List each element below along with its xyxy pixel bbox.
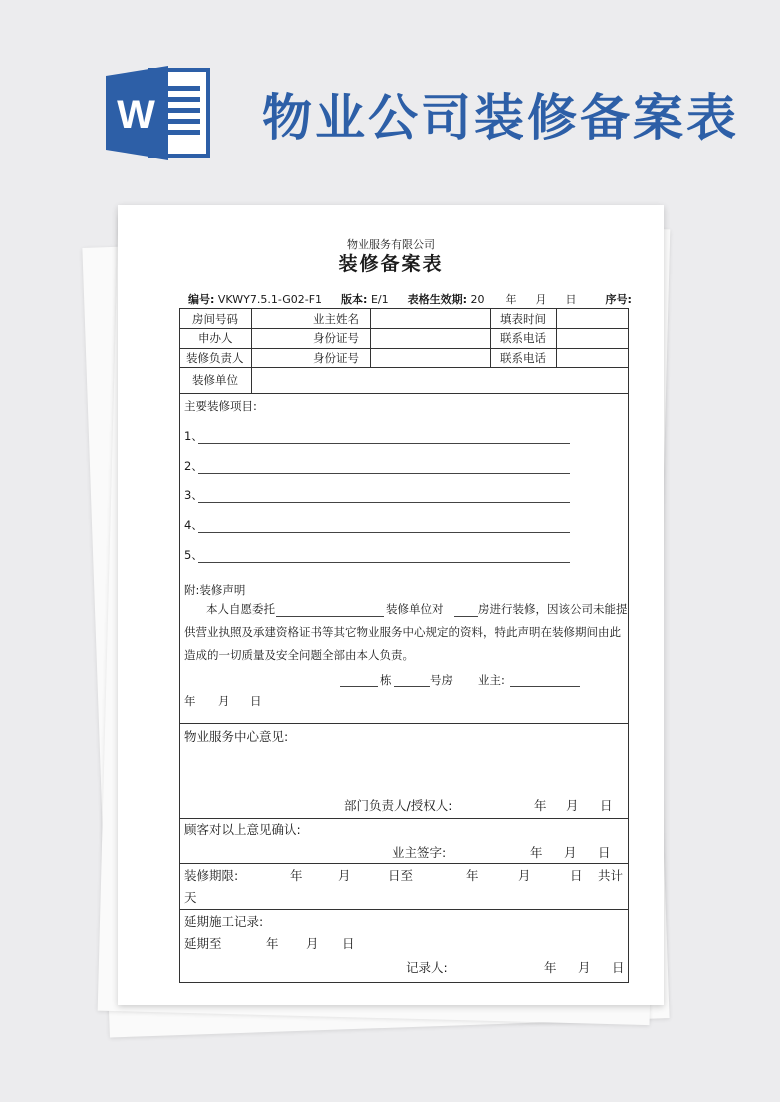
period-label: 装修期限: xyxy=(184,868,239,883)
service-year: 年 xyxy=(534,798,547,813)
item-5-line[interactable] xyxy=(198,562,570,563)
phone-2-label: 联系电话 xyxy=(500,351,546,365)
effective-year: 年 xyxy=(505,293,517,306)
id-no-2-label: 身份证号 xyxy=(313,351,359,365)
period-year-2: 年 xyxy=(466,868,479,883)
company-name: 物业服务有限公司 xyxy=(347,238,435,251)
period-month-2: 月 xyxy=(518,868,531,883)
room-line[interactable] xyxy=(394,686,430,687)
statement-day: 日 xyxy=(250,694,262,708)
service-opinion-heading: 物业服务中心意见: xyxy=(184,729,289,744)
reno-leader-label: 装修负责人 xyxy=(186,351,244,365)
item-4: 4、 xyxy=(184,518,203,532)
banner-title: 物业公司装修备案表 xyxy=(262,88,739,147)
customer-month: 月 xyxy=(564,845,577,860)
meta-line xyxy=(188,291,632,307)
item-1-line[interactable] xyxy=(198,443,570,444)
statement-p2: 装修单位对 xyxy=(386,602,444,616)
extension-day: 日 xyxy=(342,936,355,951)
period-day-1: 日至 xyxy=(388,868,414,883)
effective-day: 日 xyxy=(565,293,577,306)
item-3: 3、 xyxy=(184,488,203,502)
version-value: E/1 xyxy=(370,293,389,306)
id-no-1-label: 身份证号 xyxy=(313,331,359,345)
extension-month: 月 xyxy=(306,936,319,951)
version-label: 版本: xyxy=(341,293,368,306)
customer-year: 年 xyxy=(530,845,543,860)
period-month-1: 月 xyxy=(338,868,351,883)
statement-room-line[interactable] xyxy=(454,616,478,617)
customer-confirm-heading: 顾客对以上意见确认: xyxy=(184,822,301,837)
statement-heading: 附:装修声明 xyxy=(184,583,246,597)
fill-time-label: 填表时间 xyxy=(500,312,546,326)
building-line[interactable] xyxy=(340,686,378,687)
statement-p3: 房进行装修，因该公司未能提 xyxy=(478,602,628,616)
statement-entrust-line[interactable] xyxy=(276,616,384,617)
item-3-line[interactable] xyxy=(198,502,570,503)
period-day-2: 日 xyxy=(570,868,583,883)
recorder-year: 年 xyxy=(544,960,557,975)
recorder-month: 月 xyxy=(578,960,591,975)
statement-line2: 供营业执照及承建资格证书等其它物业服务中心规定的资料，特此声明在装修期间由此 xyxy=(184,625,621,639)
period-unit: 天 xyxy=(184,890,197,905)
items-heading: 主要装修项目: xyxy=(184,399,257,413)
code-label: 编号: xyxy=(188,293,215,306)
banner xyxy=(0,0,780,200)
statement-p1: 本人自愿委托 xyxy=(206,602,275,616)
room-no-label: 房间号码 xyxy=(192,312,238,326)
svg-text:W: W xyxy=(117,93,155,137)
handler-label: 申办人 xyxy=(198,331,233,345)
item-5: 5、 xyxy=(184,548,203,562)
period-year-1: 年 xyxy=(290,868,303,883)
item-2: 2、 xyxy=(184,459,203,473)
code-value: VKWY7.5.1-G02-F1 xyxy=(217,293,323,306)
effective-month: 月 xyxy=(535,293,547,306)
phone-1-label: 联系电话 xyxy=(500,331,546,345)
reno-unit-label: 装修单位 xyxy=(192,373,238,387)
room-label: 号房 xyxy=(430,673,453,687)
owner-label: 业主: xyxy=(478,673,505,687)
extension-year: 年 xyxy=(266,936,279,951)
extension-heading: 延期施工记录: xyxy=(184,914,264,929)
effective-label: 表格生效期: xyxy=(407,293,467,306)
service-month: 月 xyxy=(566,798,579,813)
owner-name-label: 业主姓名 xyxy=(313,312,359,326)
recorder-day: 日 xyxy=(612,960,625,975)
statement-year: 年 xyxy=(184,694,196,708)
service-day: 日 xyxy=(600,798,613,813)
word-logo-icon xyxy=(106,66,210,160)
effective-value: 20 xyxy=(470,293,485,306)
document-title: 装修备案表 xyxy=(338,253,444,275)
document-sheet xyxy=(118,205,664,1005)
period-total-label: 共计 xyxy=(598,868,624,883)
recorder-label: 记录人: xyxy=(406,960,448,975)
registration-form xyxy=(179,308,629,983)
owner-sign-line[interactable] xyxy=(510,686,580,687)
extension-label: 延期至 xyxy=(184,936,222,951)
customer-signer-label: 业主签字: xyxy=(392,845,447,860)
statement-month: 月 xyxy=(218,694,230,708)
customer-day: 日 xyxy=(598,845,611,860)
item-1: 1、 xyxy=(184,429,203,443)
service-signer-label: 部门负责人/授权人: xyxy=(344,798,453,813)
item-4-line[interactable] xyxy=(198,532,570,533)
building-label: 栋 xyxy=(380,673,392,687)
serial-label: 序号: xyxy=(605,293,632,306)
item-2-line[interactable] xyxy=(198,473,570,474)
statement-line3: 造成的一切质量及安全问题全部由本人负责。 xyxy=(184,648,414,662)
